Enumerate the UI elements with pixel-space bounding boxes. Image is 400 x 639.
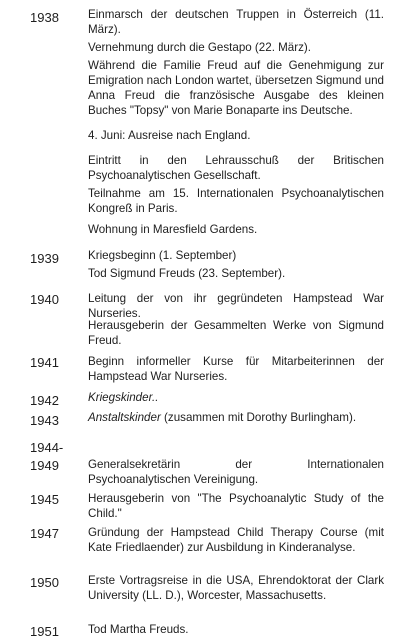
chronology-entry: Erste Vortragsreise in die USA, Ehrendoktorat der Clark University (LL. D.), Worcester, Massachusetts. [88,574,384,602]
chronology-entry: Herausgeberin von "The Psychoanalytic Study of the Child." [88,492,384,520]
chronology-entry: Vernehmung durch die Gestapo (22. März). [88,41,311,54]
book-title: Kriegskinder.. [88,391,159,404]
chronology-entry: Leitung der von ihr gegründeten Hampstead War Nurseries. [88,292,384,320]
year-label: 1943 [30,413,59,428]
chronology-entry: Teilnahme am 15. Internationalen Psychoanalytischen Kongreß in Paris. [88,187,384,215]
year-label: 1951 [30,624,59,639]
entry-text: (zusammen mit Dorothy Burlingham). [160,411,357,424]
chronology-entry [88,410,384,425]
chronology-entry: Tod Sigmund Freuds (23. September). [88,267,286,280]
chronology-entry: Herausgeberin der Gesammelten Werke von Sigmund Freud. [88,319,384,347]
year-label: 1942 [30,393,59,408]
chronology-entry: 4. Juni: Ausreise nach England. [88,129,251,142]
year-label: 1939 [30,251,59,266]
chronology-entry: Einmarsch der deutschen Truppen in Österreich (11. März). [88,8,384,36]
year-label: 1945 [30,492,59,507]
year-label: 1940 [30,292,59,307]
chronology-entry: Eintritt in den Lehrausschuß der Britischen Psychoanalytischen Gesellschaft. [88,154,384,182]
year-label: 1947 [30,526,59,541]
chronology-entry: Während die Familie Freud auf die Genehmigung zur Emigration nach London wartet, übersetzen Sigmund und Anna Freud die französische Ausgabe des kleinen Buches "Topsy" von Marie Bonaparte ins Deutsche. [88,59,384,117]
year-label: 1938 [30,10,59,25]
year-label: 1941 [30,355,59,370]
year-label: 1949 [30,458,59,473]
year-label: 1950 [30,575,59,590]
chronology-entry: Kriegsbeginn (1. September) [88,249,237,262]
chronology-entry: Generalsekretärin der Internationalen Psychoanalytischen Vereinigung. [88,458,384,486]
year-label: 1944- [30,440,64,455]
chronology-entry: Tod Martha Freuds. [88,623,189,636]
chronology-entry: Wohnung in Maresfield Gardens. [88,223,258,236]
chronology-entry: Gründung der Hampstead Child Therapy Course (mit Kate Friedlaender) zur Ausbildung in Kinderanalyse. [88,526,384,554]
book-title: Anstaltskinder [88,411,161,424]
chronology-entry: Beginn informeller Kurse für Mitarbeiterinnen der Hampstead War Nurseries. [88,355,384,383]
